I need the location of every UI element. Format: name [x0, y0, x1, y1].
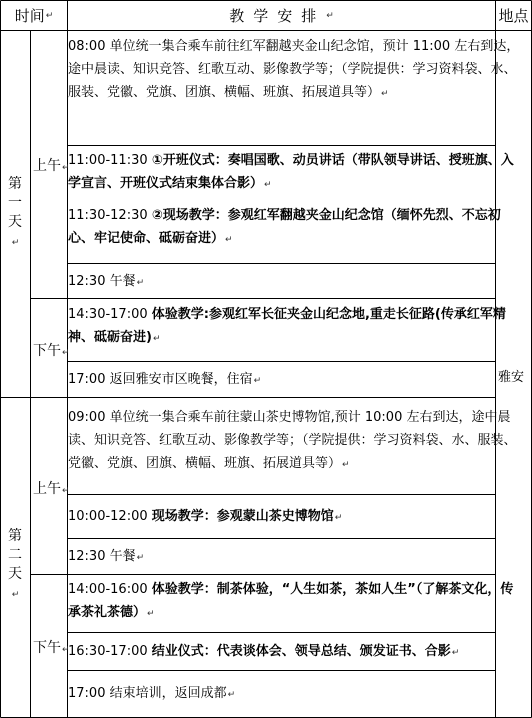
item-title: ②现场教学：参观红军翻越夹金山纪念馆（缅怀先烈、不忘初心、牢记使命、砥砺奋进）	[68, 208, 501, 246]
period-label-text: 下午	[33, 343, 61, 359]
paragraph-mark-icon: ↵	[62, 348, 70, 358]
paragraph-mark-icon: ↵	[136, 553, 145, 563]
item-title: ①开班仪式：奏唱国歌、动员讲话（带队领导讲话、授班旗、入学宣言、开班仪式结束集体合影）	[68, 153, 514, 191]
paragraph-mark-icon: ↵	[62, 645, 70, 655]
header-time	[1, 1, 67, 30]
schedule-item	[68, 204, 526, 252]
day-1-label-text: 第一天	[8, 176, 22, 230]
schedule-item	[68, 505, 526, 530]
header-time-label: 时间	[14, 7, 45, 25]
item-time: 11:00-11:30	[68, 153, 148, 168]
paragraph-mark-icon: ↵	[381, 89, 389, 99]
item-text: 单位统一集合乘车前往蒙山茶史博物馆,预计 10:00 左右到达，途中晨读、知识竞答、红歌互动、影像教学等；（学院提供：学习资料袋、水、服装、党徽、党旗、团旗、横幅、班旗、拓展道具等）	[68, 410, 517, 471]
paragraph-mark-icon: ↵	[147, 609, 155, 619]
item-time: 08:00	[68, 39, 106, 54]
schedule-item	[68, 406, 526, 477]
location-text: 雅安	[498, 370, 525, 385]
paragraph-mark-icon: ↵	[136, 278, 145, 288]
item-time: 17:00	[68, 372, 106, 387]
paragraph-mark-icon: ↵	[62, 163, 70, 173]
period-label-text: 下午	[33, 640, 61, 656]
schedule-item	[68, 368, 526, 393]
schedule-item	[68, 578, 526, 626]
day-2-morning-label	[33, 478, 70, 498]
paragraph-mark-icon: ↵	[326, 10, 334, 21]
paragraph-mark-icon: ↵	[264, 180, 272, 190]
schedule-item	[68, 545, 526, 570]
item-time: 14:30-17:00	[68, 307, 148, 322]
item-time: 09:00	[68, 410, 106, 425]
day-1-afternoon-label	[33, 340, 70, 360]
day-2-label-text: 第二天	[8, 528, 22, 582]
paragraph-mark-icon: ↵	[227, 690, 236, 700]
item-time: 14:00-16:00	[68, 582, 148, 597]
day-2-label	[6, 527, 24, 605]
paragraph-mark-icon: ↵	[451, 648, 460, 658]
item-time: 12:30	[68, 549, 106, 564]
header-location-label: 地点	[498, 7, 529, 25]
day-1-morning-label	[33, 155, 70, 175]
day-2-afternoon-label	[33, 637, 70, 657]
paragraph-mark-icon: ↵	[334, 513, 343, 523]
paragraph-mark-icon: ↵	[342, 460, 350, 470]
item-time: 11:30-12:30	[68, 208, 148, 223]
header-arrangement	[68, 1, 495, 30]
header-arrangement-label: 教学安排	[229, 7, 326, 25]
header-location	[496, 1, 531, 30]
item-time: 12:30	[68, 274, 106, 289]
schedule-item	[68, 149, 526, 197]
paragraph-mark-icon: ↵	[225, 235, 233, 245]
item-text: 返回雅安市区晚餐，住宿	[109, 372, 253, 387]
item-text: 结束培训，返回成都	[109, 686, 227, 701]
paragraph-mark-icon: ↵	[152, 334, 161, 344]
item-text: 午餐	[109, 549, 136, 564]
item-time: 16:30-17:00	[68, 644, 148, 659]
item-text: 午餐	[109, 274, 136, 289]
paragraph-mark-icon: ↵	[11, 590, 20, 600]
day-1-label	[6, 175, 24, 253]
schedule-item	[68, 303, 526, 351]
period-label-text: 上午	[33, 158, 61, 174]
schedule-item	[68, 270, 526, 295]
item-title: 体验教学：制茶体验，“人生如茶，茶如人生”（了解茶文化，传承茶礼茶德）	[68, 582, 514, 620]
item-title: 体验教学:参观红军长征夹金山纪念地,重走长征路(传承红军精神、砥砺奋进)	[68, 307, 506, 345]
item-title: 结业仪式：代表谈体会、领导总结、颁发证书、合影	[151, 644, 451, 659]
item-time: 10:00-12:00	[68, 509, 148, 524]
paragraph-mark-icon: ↵	[62, 486, 70, 496]
paragraph-mark-icon: ↵	[253, 376, 262, 386]
paragraph-mark-icon: ↵	[45, 10, 54, 21]
schedule-item	[68, 640, 526, 665]
schedule-item	[68, 35, 526, 106]
paragraph-mark-icon: ↵	[11, 238, 20, 248]
item-time: 17:00	[68, 686, 106, 701]
schedule-item	[68, 682, 526, 707]
period-label-text: 上午	[33, 481, 61, 497]
item-title: 现场教学：参观蒙山茶史博物馆	[151, 509, 334, 524]
item-text: 单位统一集合乘车前往红军翻越夹金山纪念馆，预计 11:00 左右到达，途中晨读、知识竞答、红歌互动、影像教学等；（学院提供：学习资料袋、水、服装、党徽、党旗、团旗、横幅、班旗、拓展道具等）	[68, 39, 520, 100]
